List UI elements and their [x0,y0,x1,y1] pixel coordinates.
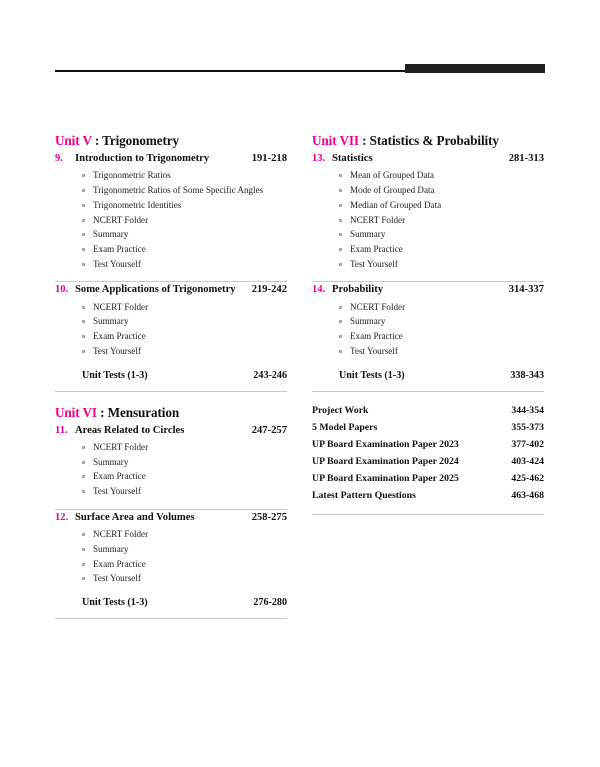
unit-heading [312,133,544,149]
square-bullet-icon [339,248,342,251]
square-bullet-icon [82,248,85,251]
back-matter-page-range: 344-354 [511,405,544,417]
topic-label: Test Yourself [93,345,141,356]
back-matter-label: UP Board Examination Paper 2025 [312,473,459,485]
list-item [82,227,287,242]
section-separator [312,281,544,282]
list-item [82,455,287,470]
list-item [82,213,287,228]
chapter-page-range: 191-218 [251,153,287,165]
square-bullet-icon [339,306,342,309]
topic-label: Trigonometric Ratios of Some Specific Angles [93,185,264,196]
unit-heading-separator: : [358,133,370,148]
topic-label: Mode of Grouped Data [350,185,435,196]
unit-heading-title: Statistics & Probability [369,133,499,148]
square-bullet-icon [82,461,85,464]
unit-tests-page-range: 276-280 [253,597,287,609]
topic-label: Test Yourself [350,258,398,269]
back-matter-page-range: 377-402 [511,439,544,451]
back-matter-label: Latest Pattern Questions [312,490,416,502]
unit-tests-label: Unit Tests (1-3) [82,369,148,381]
square-bullet-icon [82,490,85,493]
chapter-page-range: 281-313 [508,153,544,165]
chapter-page-range: 314-337 [508,284,544,296]
square-bullet-icon [82,306,85,309]
square-bullet-icon [82,233,85,236]
section-separator [55,509,287,510]
topic-list [55,168,287,271]
square-bullet-icon [82,320,85,323]
unit-block [312,133,544,392]
list-item [82,168,287,183]
unit-heading-separator: : [91,133,103,148]
list-item [82,469,287,484]
chapter-page-range: 258-275 [251,511,287,523]
topic-label: Summary [93,316,129,327]
list-item [82,257,287,272]
back-matter-label: Project Work [312,405,369,417]
unit-heading [55,133,287,149]
topic-label: NCERT Folder [93,441,149,452]
chapter-row[interactable] [312,283,544,297]
topic-label: Summary [350,229,386,240]
chapter-number: 10. [55,284,69,296]
topic-label: NCERT Folder [350,301,406,312]
topic-label: Test Yourself [93,573,141,584]
back-matter-page-range: 355-373 [511,422,544,434]
square-bullet-icon [82,446,85,449]
section-separator [55,391,287,392]
unit-heading-label: Unit VII [312,133,359,148]
list-item [82,571,287,586]
back-matter-label: UP Board Examination Paper 2024 [312,456,459,468]
back-matter-page-range: 463-468 [511,490,544,502]
chapter-title: Some Applications of Trigonometry [75,284,236,296]
list-item [82,527,287,542]
list-item [339,213,544,228]
square-bullet-icon [82,263,85,266]
unit-heading-separator: : [96,404,108,420]
chapter-row[interactable] [55,283,287,297]
chapter-row[interactable] [55,152,287,166]
topic-label: NCERT Folder [350,214,406,225]
list-item [82,542,287,557]
unit-tests-label: Unit Tests (1-3) [339,369,405,381]
topic-label: NCERT Folder [93,529,149,540]
square-bullet-icon [339,320,342,323]
back-matter-page-range: 425-462 [511,473,544,485]
topic-list [55,300,287,359]
section-separator [312,391,544,392]
list-item [82,242,287,257]
square-bullet-icon [82,335,85,338]
toc-right-column [312,133,544,619]
chapter-number: 13. [312,153,326,165]
square-bullet-icon [339,263,342,266]
square-bullet-icon [339,189,342,192]
topic-label: Summary [350,316,386,327]
topic-label: Test Yourself [93,486,141,497]
chapter-title: Statistics [332,153,373,165]
unit-tests-row[interactable] [312,370,544,381]
list-item [82,183,287,198]
topic-label: Summary [93,229,129,240]
topic-list [55,527,287,586]
square-bullet-icon [82,563,85,566]
unit-heading-title: Trigonometry [102,133,180,148]
topic-list [312,168,544,271]
square-bullet-icon [82,219,85,222]
topic-label: Summary [93,543,129,554]
topic-label: Median of Grouped Data [350,199,442,210]
square-bullet-icon [82,350,85,353]
back-matter-row[interactable] [312,471,544,488]
square-bullet-icon [339,350,342,353]
unit-tests-row[interactable] [55,597,287,608]
square-bullet-icon [339,335,342,338]
topic-label: NCERT Folder [93,214,149,225]
topic-label: NCERT Folder [93,301,149,312]
list-item [339,329,544,344]
topic-label: Test Yourself [350,345,398,356]
toc-columns [55,133,545,619]
square-bullet-icon [82,174,85,177]
chapter-number: 12. [55,511,69,523]
list-item [82,300,287,315]
chapter-row[interactable] [55,424,287,438]
list-item [339,344,544,359]
topic-list [55,440,287,499]
back-matter-row[interactable] [312,454,544,471]
unit-tests-row[interactable] [55,370,287,381]
chapter-number: 14. [312,284,326,296]
chapter-number: 9. [55,153,63,165]
chapter-row[interactable] [312,152,544,166]
chapter-page-range: 219-242 [251,284,287,296]
section-separator [55,281,287,282]
list-item [82,314,287,329]
list-item [339,227,544,242]
list-item [339,198,544,213]
chapter-title: Introduction to Trigonometry [75,153,210,165]
square-bullet-icon [339,219,342,222]
list-item [339,242,544,257]
back-matter-row[interactable] [312,488,544,505]
unit-heading-title: Mensuration [107,404,180,420]
topic-label: Exam Practice [350,243,403,254]
list-item [82,484,287,499]
chapter-row[interactable] [55,511,287,525]
unit-tests-page-range: 243-246 [253,369,287,381]
list-item [82,557,287,572]
back-matter-label: UP Board Examination Paper 2023 [312,439,459,451]
square-bullet-icon [82,189,85,192]
unit-heading-label: Unit V [55,133,92,148]
unit-heading [55,405,287,421]
toc-left-column [55,133,287,619]
list-item [339,257,544,272]
unit-heading-label: Unit VI [55,404,97,420]
chapter-number: 11. [55,424,68,436]
back-matter-page-range: 403-424 [511,456,544,468]
unit-block [55,133,287,392]
topic-list [312,300,544,359]
chapter-title: Probability [332,284,384,296]
unit-tests-label: Unit Tests (1-3) [82,597,148,609]
square-bullet-icon [339,174,342,177]
topic-label: Exam Practice [93,243,146,254]
list-item [339,168,544,183]
unit-tests-page-range: 338-343 [510,369,544,381]
list-item [82,344,287,359]
chapter-title: Surface Area and Volumes [75,511,195,523]
section-separator [312,514,544,515]
list-item [339,300,544,315]
square-bullet-icon [82,548,85,551]
section-separator [55,618,287,619]
topic-label: Trigonometric Ratios [93,170,171,181]
list-item [82,329,287,344]
header-accent-block [405,64,545,73]
square-bullet-icon [82,533,85,536]
topic-label: Exam Practice [350,331,403,342]
list-item [82,440,287,455]
back-matter-label: 5 Model Papers [312,422,378,434]
unit-block [55,405,287,619]
square-bullet-icon [339,204,342,207]
square-bullet-icon [82,577,85,580]
topic-label: Test Yourself [93,258,141,269]
topic-label: Exam Practice [93,331,146,342]
topic-label: Mean of Grouped Data [350,170,435,181]
back-matter-row[interactable] [312,403,544,420]
topic-label: Summary [93,456,129,467]
list-item [339,314,544,329]
list-item [339,183,544,198]
back-matter-list [312,403,544,505]
topic-label: Trigonometric Identities [93,199,182,210]
square-bullet-icon [339,233,342,236]
topic-label: Exam Practice [93,558,146,569]
square-bullet-icon [82,204,85,207]
back-matter-row[interactable] [312,420,544,437]
list-item [82,198,287,213]
topic-label: Exam Practice [93,471,146,482]
chapter-page-range: 247-257 [251,424,287,436]
chapter-title: Areas Related to Circles [75,424,185,436]
back-matter-row[interactable] [312,437,544,454]
square-bullet-icon [82,475,85,478]
